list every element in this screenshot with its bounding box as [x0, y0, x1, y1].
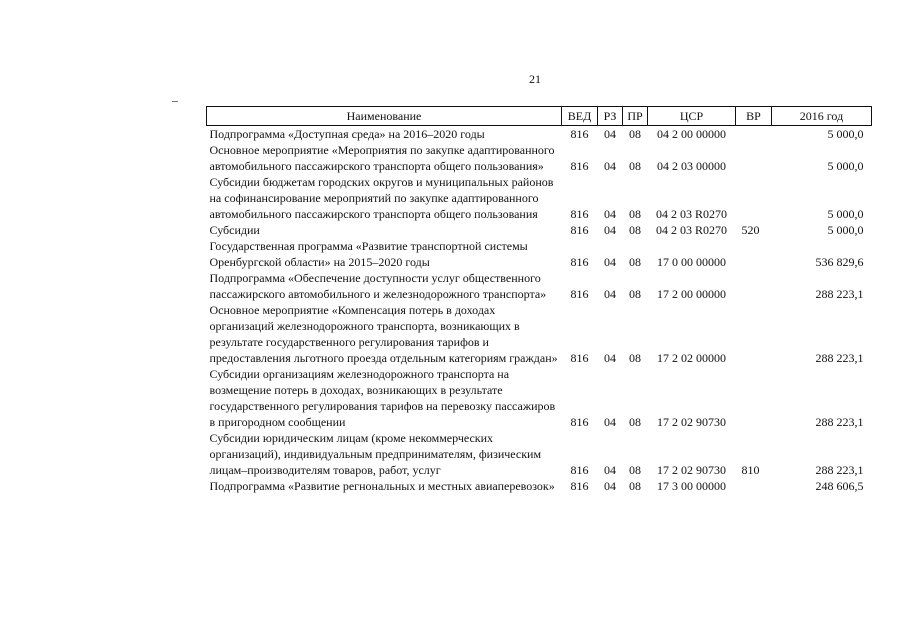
- row-vr: [736, 126, 772, 143]
- header-csr: ЦСР: [648, 107, 736, 126]
- row-csr: 04 2 03 R0270: [655, 223, 727, 237]
- row-rz: 04: [604, 351, 616, 365]
- row-name: Государственная программа «Развитие транспортной системы Оренбургской области» на 2015–2020 годы: [209, 239, 528, 269]
- row-amount: 288 223,1: [815, 415, 864, 429]
- row-vr: [736, 478, 772, 494]
- row-vr: [736, 270, 772, 302]
- margin-mark: [172, 101, 178, 102]
- table-row: [207, 142, 872, 174]
- row-name: Подпрограмма «Развитие регнональных и местных авиаперевозок»: [209, 479, 555, 493]
- row-pr: 08: [629, 415, 641, 429]
- page-number: 21: [529, 72, 541, 86]
- header-year: 2016 год: [772, 107, 872, 126]
- row-amount: 5 000,0: [827, 127, 864, 141]
- row-csr: 04 2 03 R0270: [655, 207, 727, 221]
- row-vr: [736, 174, 772, 222]
- row-rz: 04: [604, 159, 616, 173]
- row-name: Субсидии: [209, 223, 260, 237]
- row-rz: 04: [604, 127, 616, 141]
- header-pr: ПР: [623, 107, 648, 126]
- row-ved: 816: [570, 415, 589, 429]
- row-ved: 816: [570, 479, 589, 493]
- row-name: Основное мероприятие «Компенсация потерь в доходах организаций железнодорожного транспорта, возникающих в результате государственного регулирования тарифов и предоставления льготного проезда отдельным категориям граждан»: [209, 303, 558, 365]
- row-pr: 08: [629, 127, 641, 141]
- row-name: Подпрограмма «Обеспечение доступности услуг общественного пассажирского автомобильного и железнодорожного транспорта»: [209, 271, 547, 301]
- row-csr: 17 2 02 00000: [657, 351, 726, 365]
- row-pr: 08: [629, 207, 641, 221]
- row-pr: 08: [629, 351, 641, 365]
- table-row: [207, 270, 872, 302]
- budget-table: [206, 106, 872, 494]
- row-amount: 536 829,6: [815, 255, 864, 269]
- table-row: [207, 478, 872, 494]
- row-csr: 17 0 00 00000: [657, 255, 726, 269]
- row-amount: 5 000,0: [827, 207, 864, 221]
- row-ved: 816: [570, 127, 589, 141]
- row-csr: 17 2 02 90730: [657, 463, 726, 477]
- row-ved: 816: [570, 159, 589, 173]
- row-rz: 04: [604, 207, 616, 221]
- row-csr: 04 2 03 00000: [657, 159, 726, 173]
- row-ved: 816: [570, 207, 589, 221]
- row-csr: 17 2 02 90730: [657, 415, 726, 429]
- row-ved: 816: [570, 351, 589, 365]
- row-rz: 04: [604, 255, 616, 269]
- row-vr: [736, 366, 772, 430]
- row-amount: 288 223,1: [815, 463, 864, 477]
- table-row: [207, 302, 872, 366]
- row-vr: 810: [741, 463, 760, 477]
- row-ved: 816: [570, 223, 589, 237]
- row-name: Субсидии организациям железнодорожного транспорта на возмещение потерь в доходах, возникающих в результате государственного регулирования тарифов на перевозку пассажиров в пригородном сообщении: [209, 367, 556, 429]
- row-pr: 08: [629, 463, 641, 477]
- row-amount: 288 223,1: [815, 287, 864, 301]
- row-name: Основное мероприятие «Мероприятия по закупке адаптированного автомобильного пассажирского транспорта общего пользования»: [209, 143, 555, 173]
- row-pr: 08: [629, 255, 641, 269]
- table-row: [207, 222, 872, 238]
- row-name: Субсидии юридическим лицам (кроме некоммерческих организаций), индивидуальным предпринимателям, физическим лицам–производителям товаров, работ, услуг: [209, 431, 542, 477]
- row-amount: 5 000,0: [827, 223, 864, 237]
- row-vr: [736, 302, 772, 366]
- row-vr: [736, 142, 772, 174]
- header-name: Наименование: [207, 107, 562, 126]
- table-row: [207, 174, 872, 222]
- table-row: [207, 366, 872, 430]
- row-pr: 08: [629, 159, 641, 173]
- row-rz: 04: [604, 479, 616, 493]
- header-rz: РЗ: [598, 107, 623, 126]
- row-pr: 08: [629, 479, 641, 493]
- row-csr: 17 3 00 00000: [657, 479, 726, 493]
- row-pr: 08: [629, 287, 641, 301]
- row-pr: 08: [629, 223, 641, 237]
- header-ved: ВЕД: [562, 107, 598, 126]
- row-amount: 288 223,1: [815, 351, 864, 365]
- row-vr: 520: [741, 223, 760, 237]
- table-row: [207, 238, 872, 270]
- row-csr: 17 2 00 00000: [657, 287, 726, 301]
- row-vr: [736, 238, 772, 270]
- row-amount: 248 606,5: [815, 479, 864, 493]
- row-csr: 04 2 00 00000: [657, 127, 726, 141]
- table-row: [207, 430, 872, 478]
- table-row: [207, 126, 872, 143]
- row-ved: 816: [570, 287, 589, 301]
- row-rz: 04: [604, 463, 616, 477]
- row-rz: 04: [604, 223, 616, 237]
- row-ved: 816: [570, 463, 589, 477]
- row-rz: 04: [604, 287, 616, 301]
- table-header-row: [207, 107, 872, 126]
- row-rz: 04: [604, 415, 616, 429]
- header-vr: ВР: [736, 107, 772, 126]
- row-name: Подпрограмма «Доступная среда» на 2016–2020 годы: [209, 127, 485, 141]
- row-ved: 816: [570, 255, 589, 269]
- row-amount: 5 000,0: [827, 159, 864, 173]
- row-name: Субсидии бюджетам городских округов и муниципальных районов на софинансирование мероприятий по закупке адаптированного автомобильного пассажирского транспорта общего пользования: [209, 175, 554, 221]
